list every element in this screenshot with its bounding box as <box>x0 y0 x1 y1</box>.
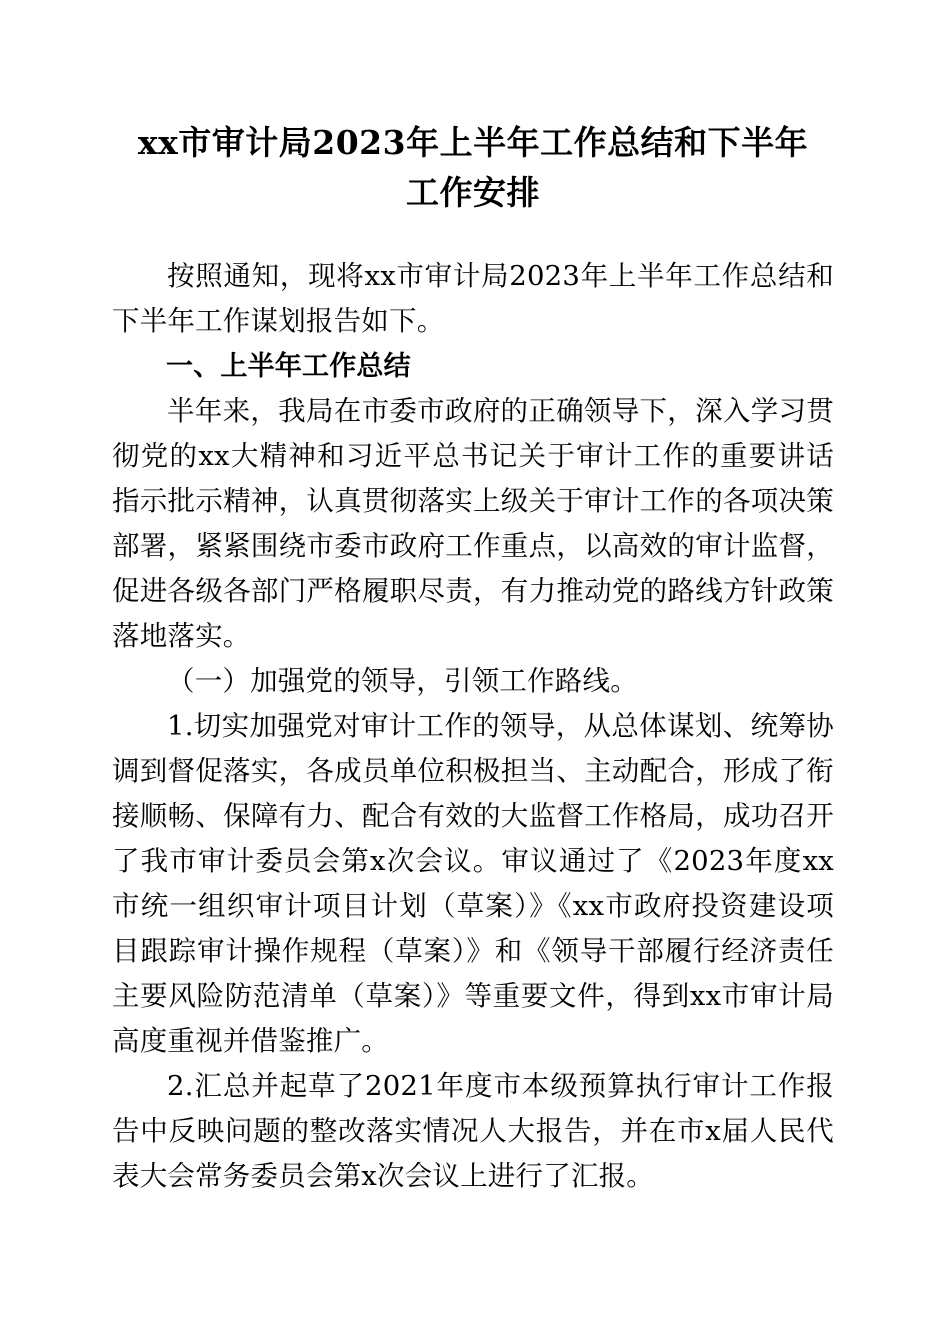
page-content-area <box>112 118 834 1199</box>
document-title <box>112 118 834 218</box>
intro-paragraph: 按照通知，现将xx市审计局2023年上半年工作总结和下半年工作谋划报告如下。 <box>112 260 834 337</box>
sub-heading-1-1: （一）加强党的领导，引领工作路线。 <box>167 665 638 697</box>
summary-overview-paragraph: 半年来，我局在市委市政府的正确领导下，深入学习贯彻党的xx大精神和习近平总书记关于审计工作的重要讲话指示批示精神，认真贯彻落实上级关于审计工作的各项决策部署，紧紧围绕市委市政府工作重点，以高效的审计监督，促进各级各部门严格履职尽责，有力推动党的路线方针政策落地落实。 <box>112 395 834 652</box>
document-body <box>112 254 834 1199</box>
document-title-line-1: xx市审计局2023年上半年工作总结和下半年 <box>137 123 809 162</box>
item-2-paragraph: 2.汇总并起草了2021年度市本级预算执行审计工作报告中反映问题的整改落实情况人大报告，并在市x届人民代表大会常务委员会第x次会议上进行了汇报。 <box>112 1070 834 1192</box>
document-title-line-2: 工作安排 <box>406 173 540 212</box>
section-heading-1: 一、上半年工作总结 <box>166 351 411 382</box>
item-1-paragraph: 1.切实加强党对审计工作的领导，从总体谋划、统筹协调到督促落实，各成员单位积极担当、主动配合，形成了衔接顺畅、保障有力、配合有效的大监督工作格局，成功召开了我市审计委员会第x次会议。审议通过了《2023年度xx市统一组织审计项目计划（草案）》《xx市政府投资建设项目跟踪审计操作规程（草案）》和《领导干部履行经济责任主要风险防范清单（草案）》等重要文件，得到xx市审计局高度重视并借鉴推广。 <box>112 710 834 1057</box>
